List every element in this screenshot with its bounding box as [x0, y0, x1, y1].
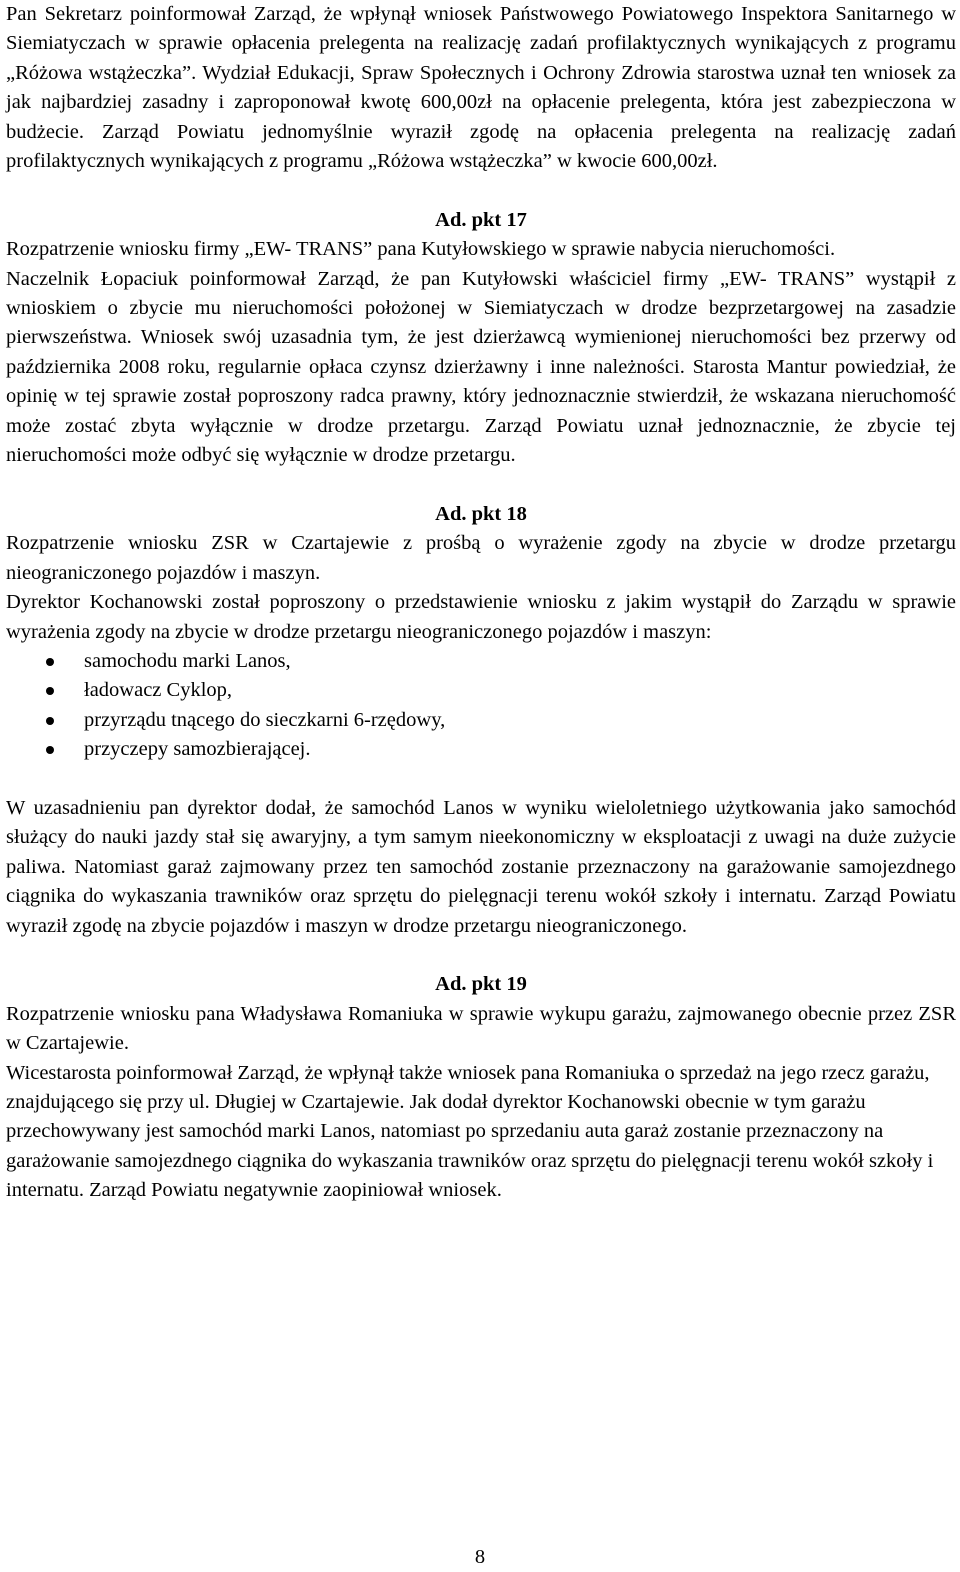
section-heading: Ad. pkt 17: [435, 208, 527, 231]
section-body: Naczelnik Łopaciuk poinformował Zarząd, że pan Kutyłowski właściciel firmy „EW- TRANS” wystąpił z wnioskiem o zbycie mu nieruchomości położonej w Siemiatyczach w drodze bezprzetargowej na zasadzie pierwszeństwa. Wniosek swój uzasadnia tym, że jest dzierżawcą wymienionej nieruchomości bez przerwy od października 2008 roku, regularnie opłaca czynsz dzierżawny i inne należności. Starosta Mantur powiedział, że opinię w tej sprawie został poproszony radca prawny, który jednoznacznie stwierdził, że wskazana nieruchomość może zostać zbyta wyłącznie w drodze przetargu. Zarząd Powiatu uznał jednoznacznie, że zbycie tej nieruchomości może odbyć się wyłącznie w drodze przetargu.: [6, 267, 956, 467]
list-item-text: ładowacz Cyklop,: [84, 679, 233, 702]
list-item: [6, 706, 956, 735]
section-body: Dyrektor Kochanowski został poproszony o przedstawienie wniosku z jakim wystąpił do Zarządu w sprawie wyrażenia zgody na zbycie w drodze przetargu nieograniczonego pojazdów i maszyn:: [6, 591, 956, 643]
bullet-icon: [46, 717, 54, 725]
section-heading: Ad. pkt 18: [435, 502, 527, 525]
section-pkt-19: [6, 970, 956, 1205]
section-body: Wicestarosta poinformował Zarząd, że wpłynął także wniosek pana Romaniuka o sprzedaż na jego rzecz garażu, znajdującego się przy ul. Długiej w Czartajewie. Jak dodał dyrektor Kochanowski obecnie w tym garażu przechowywany jest samochód marki Lanos, natomiast po sprzedaniu auta garaż zostanie przeznaczony na garażowanie samojezdnego ciągnika do wykaszania trawników oraz sprzętu do pielęgnacji terenu wokół szkoły i internatu. Zarząd Powiatu negatywnie zaopiniował wniosek.: [6, 1061, 934, 1202]
spacer: [6, 470, 956, 499]
bullet-icon: [46, 658, 54, 666]
list-item: [6, 676, 956, 705]
list-item-text: samochodu marki Lanos,: [84, 649, 291, 672]
list-item: [6, 735, 956, 764]
section-conclusion: W uzasadnieniu pan dyrektor dodał, że samochód Lanos w wyniku wieloletniego użytkowania jako samochód służący do nauki jazdy stał się awaryjny, a tym samym nieekonomiczny w eksploatacji z uwagi na duże zużycie paliwa. Natomiast garaż zajmowany przez ten samochód zostanie przeznaczony na garażowanie samojezdnego ciągnika do wykaszania trawników oraz sprzętu do pielęgnacji terenu wokół szkoły i internatu. Zarząd Powiatu wyraził zgodę na zbycie pojazdów i maszyn w drodze przetargu nieograniczonego.: [6, 796, 956, 937]
spacer: [6, 941, 956, 970]
section-subject: Rozpatrzenie wniosku pana Władysława Romaniuka w sprawie wykupu garażu, zajmowanego obecnie przez ZSR w Czartajewie.: [6, 1002, 956, 1055]
bullet-icon: [46, 687, 54, 695]
list-item: [6, 647, 956, 676]
section-subject: Rozpatrzenie wniosku firmy „EW- TRANS” pana Kutyłowskiego w sprawie nabycia nieruchomości.: [6, 238, 836, 261]
bullet-icon: [46, 746, 54, 754]
section-pkt-18: [6, 500, 956, 941]
list-item-text: przyczepy samozbierającej.: [84, 738, 311, 761]
section-heading: Ad. pkt 19: [435, 973, 527, 996]
document-page: [6, 0, 956, 1206]
spacer: [6, 765, 956, 794]
intro-paragraph: Pan Sekretarz poinformował Zarząd, że wpłynął wniosek Państwowego Powiatowego Inspektora Sanitarnego w Siemiatyczach w sprawie opłacenia prelegenta na realizację zadań profilaktycznych wynikających z programu „Różowa wstążeczka”. Wydział Edukacji, Spraw Społecznych i Ochrony Zdrowia starostwa uznał ten wniosek za jak najbardziej zasadny i zaproponował kwotę 600,00zł na opłacenie prelegenta, która jest zabezpieczona w budżecie. Zarząd Powiatu jednomyślnie wyraził zgodę na opłacenia prelegenta na realizację zadań profilaktycznych wynikających z programu „Różowa wstążeczka” w kwocie 600,00zł.: [6, 3, 956, 173]
item-list: [6, 647, 956, 765]
section-pkt-17: [6, 206, 956, 471]
page-number: 8: [474, 1546, 486, 1568]
spacer: [6, 176, 956, 205]
list-item-text: przyrządu tnącego do sieczkarni 6-rzędowy,: [84, 708, 446, 731]
section-subject: Rozpatrzenie wniosku ZSR w Czartajewie z prośbą o wyrażenie zgody na zbycie w drodze przetargu nieograniczonego pojazdów i maszyn.: [6, 532, 956, 584]
